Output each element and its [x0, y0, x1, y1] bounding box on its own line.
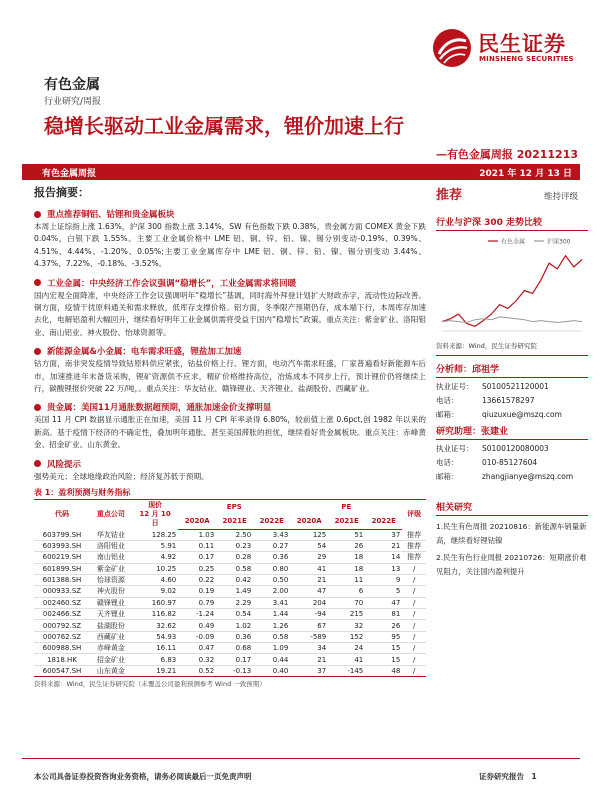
table-cell: 54.93 — [132, 631, 178, 642]
table-row — [34, 540, 426, 551]
section-text: 美国 11 月 CPI 数据显示通胀正在加速，美国 11 月 CPI 年率录得 6.80%，较前值上涨 0.6pct,创 1982 年以来的新高。基于疫情下经济的不确定性，叠加明年通胀、甚至美国滞胀的担忧，继续看好贵金属板块。重点关注：赤峰黄金、招金矿业、山东黄金。 — [34, 415, 426, 450]
table-cell: 赤峰黄金 — [90, 643, 132, 654]
table-cell: 2.29 — [216, 597, 253, 608]
section-text: 本周上证综指上涨 1.63%，沪深 300 指数上涨 3.14%，SW 有色指数下跌 0.38%，贵金属方面 COMEX 黄金下跌 0.04%，白银下跌 1.55%。主要工业金属价格中 LME 铝、铜、锌、铅、镍、锡分别变动-0.19%、0.39%、4.51%、4.44%、-1.20%、0.05%;主要工业金属库存中 LME 铝、铜、锌、铅、镍、锡分别变动 3.44%、4.37%、7.22%、-0.18%、-3.52%。 — [34, 222, 426, 269]
info-key: 执业证号： — [436, 444, 474, 453]
table-cell: 3.41 — [253, 597, 290, 608]
bullet-dot-icon — [34, 404, 41, 411]
col-year: 2022E — [365, 514, 402, 529]
table-cell: 116.82 — [132, 609, 178, 620]
table-cell: 0.44 — [253, 654, 290, 665]
table-cell: 2.00 — [253, 586, 290, 597]
table-cell: 1.03 — [178, 529, 216, 540]
table-cell: 54 — [290, 540, 328, 551]
section-title: 重点推荐铜铝、钴锂和贵金属板块 — [47, 210, 175, 220]
table-cell: 1.26 — [253, 620, 290, 631]
table-cell: 002466.SZ — [34, 609, 90, 620]
chart-source: 资料来源：Wind，民生证券研究院 — [436, 341, 588, 356]
table-cell: 34 — [290, 643, 328, 654]
table-cell: 0.27 — [253, 540, 290, 551]
related-item[interactable]: 1.民生有色周报 20210816：新能源车销量新高，继续看好锂钴镍 — [436, 522, 587, 545]
summary-column — [34, 200, 426, 688]
table-cell: 0.49 — [178, 620, 216, 631]
col-eps: EPS — [178, 500, 290, 515]
col-rating: 评级 — [402, 500, 426, 530]
table-cell: 9 — [365, 574, 402, 585]
legend-label: 有色金属 — [501, 238, 526, 246]
email-link[interactable]: qiuzuxue@mszq.com — [482, 410, 562, 419]
table-cell: 0.80 — [253, 563, 290, 574]
table-cell: 南山铝业 — [90, 552, 132, 563]
report-type: 行业研究/周报 — [44, 97, 102, 107]
section-heading — [34, 277, 426, 289]
table-cell: -589 — [290, 631, 328, 642]
table-cell: / — [402, 597, 426, 608]
logo-mark-icon — [432, 28, 472, 68]
footer-disclaimer: 本公司具备证券投资咨询业务资格，请务必阅读最后一页免责声明 — [34, 772, 252, 781]
table-cell: 215 — [328, 609, 365, 620]
table-cell: 0.19 — [178, 586, 216, 597]
table-cell: 160.97 — [132, 597, 178, 608]
table-cell: 18 — [328, 563, 365, 574]
table-cell: 4.60 — [132, 574, 178, 585]
table-row — [34, 665, 426, 676]
table-cell: / — [402, 586, 426, 597]
info-key: 邮箱： — [436, 410, 459, 419]
section-text: 钴方面，南非突发疫情导致钴原料供应紧张，钴盐价格上行。锂方面，电动汽车需求旺盛，厂家普遍看好新能源车后市，加速推进年末备货采购，锂矿资源供不应求，精矿价格维持高位，冶炼成本不同步上行，预计锂价仍将继续上行，碳酸锂报价突破 22 万/吨，。重点关注：华友钴业、赣锋锂业、天齐锂业、盐湖股份、西藏矿业。 — [34, 359, 426, 394]
table-cell: 81 — [365, 609, 402, 620]
table-cell: 西藏矿业 — [90, 631, 132, 642]
table-cell: 0.25 — [178, 563, 216, 574]
table-cell: 0.40 — [253, 665, 290, 676]
table-cell: 山东黄金 — [90, 665, 132, 676]
table-cell: 21 — [290, 654, 328, 665]
info-row — [436, 470, 588, 484]
table-cell: 0.47 — [178, 643, 216, 654]
table-row — [34, 597, 426, 608]
table-cell: 0.17 — [178, 552, 216, 563]
section-title: 风险提示 — [47, 459, 82, 470]
page-title: 稳增长驱动工业金属需求，锂价加速上行 — [44, 114, 404, 138]
col-year: 2021E — [328, 514, 365, 529]
col-code: 代码 — [34, 500, 90, 530]
table-cell: 0.68 — [216, 643, 253, 654]
table-cell: 67 — [290, 620, 328, 631]
logo — [432, 26, 582, 70]
table-row — [34, 643, 426, 654]
table-row — [34, 620, 426, 631]
bullet-dot-icon — [34, 279, 41, 286]
col-year: 2021E — [216, 514, 253, 529]
table-cell: 0.79 — [178, 597, 216, 608]
table-cell: / — [402, 665, 426, 676]
table-cell: 0.28 — [216, 552, 253, 563]
table-cell: 6 — [328, 586, 365, 597]
table-cell: 6.83 — [132, 654, 178, 665]
table-cell: 4.92 — [132, 552, 178, 563]
table-cell: 赣锋锂业 — [90, 597, 132, 608]
info-key: 邮箱： — [436, 472, 459, 481]
table-cell: 洛阳钼业 — [90, 540, 132, 551]
table-cell: / — [402, 631, 426, 642]
table-cell: 29 — [290, 552, 328, 563]
table-cell: 推荐 — [402, 552, 426, 563]
table-cell: 128.25 — [132, 529, 178, 540]
table-cell: 0.36 — [216, 631, 253, 642]
table-cell: 204 — [290, 597, 328, 608]
table-cell: -1.24 — [178, 609, 216, 620]
col-price: 现价 12 月 10 日 — [132, 500, 178, 530]
table-cell: 16.11 — [132, 643, 178, 654]
col-year: 2020A — [290, 514, 328, 529]
table-row — [34, 586, 426, 597]
table-cell: 000933.SZ — [34, 586, 90, 597]
section-heading — [34, 458, 426, 470]
table-cell: 41 — [290, 563, 328, 574]
table-cell: 神火股份 — [90, 586, 132, 597]
section-text: 强势美元；全球地缘政治风险；经济复苏低于预期。 — [34, 471, 209, 481]
table-cell: 32 — [328, 620, 365, 631]
related-heading: 相关研究 — [436, 500, 588, 516]
table-cell: 盐湖股份 — [90, 620, 132, 631]
table-cell: 21 — [365, 540, 402, 551]
table-cell: 95 — [365, 631, 402, 642]
legend-label: 沪深300 — [547, 238, 571, 246]
table-cell: 41 — [328, 654, 365, 665]
footer-page: 证券研究报告 1 — [479, 772, 537, 781]
info-row — [436, 442, 588, 456]
table-cell: / — [402, 654, 426, 665]
table-row — [34, 552, 426, 563]
info-key: 执业证号： — [436, 382, 474, 391]
table-cell: 32.62 — [132, 620, 178, 631]
table-cell: 2.50 — [216, 529, 253, 540]
info-row — [436, 408, 588, 422]
table-cell: 3.43 — [253, 529, 290, 540]
table-row — [34, 631, 426, 642]
table-cell: 0.58 — [216, 563, 253, 574]
table-cell: 14 — [365, 552, 402, 563]
bullet-dot-icon — [34, 460, 41, 467]
analyst-info — [436, 380, 588, 422]
summary-label: 报告摘要： — [34, 186, 89, 199]
rating-label: 推荐 — [436, 188, 463, 203]
col-year: 2022E — [253, 514, 290, 529]
table-cell: 37 — [290, 665, 328, 676]
table-cell: 推荐 — [402, 540, 426, 551]
table-cell: 0.50 — [253, 574, 290, 585]
table-cell: 5.91 — [132, 540, 178, 551]
table-cell: 10.25 — [132, 563, 178, 574]
table-cell: / — [402, 643, 426, 654]
table-cell: 600988.SH — [34, 643, 90, 654]
table-cell: 1.49 — [216, 586, 253, 597]
table-cell: 601899.SH — [34, 563, 90, 574]
table-cell: 21 — [290, 574, 328, 585]
table-source: 资料来源：Wind，民生证券研究院（未覆盖公司盈利预测参考 Wind 一致预期） — [34, 680, 266, 689]
info-row — [436, 456, 588, 470]
table-row — [34, 529, 426, 540]
table-cell: / — [402, 609, 426, 620]
table-cell: 天齐锂业 — [90, 609, 132, 620]
bullet-dot-icon — [34, 348, 41, 355]
table-cell: 125 — [290, 529, 328, 540]
table-cell: 600547.SH — [34, 665, 90, 676]
table-cell: 1.09 — [253, 643, 290, 654]
table-cell: 152 — [328, 631, 365, 642]
table-cell: -0.09 — [178, 631, 216, 642]
info-row — [436, 380, 588, 394]
section-text: 国内宏观全面降准，中央经济工作会议强调明年“稳增长”基调，同时海外拜登计划扩大财政赤字，流动性边际改善。铜方面，疫情干扰原料通关和需求释放，低库存支撑价格。铝方面，冬季限产预期仍存，成本端下行，本周库存加速去化，电解铝盈利大幅回升，继续看好明年工业金属供需将受益于国内“稳增长”政策。重点关注：紫金矿业、洛阳钼业、南山铝业、神火股份、怡球资源等。 — [34, 290, 426, 337]
table-cell: 0.54 — [216, 609, 253, 620]
table-cell: / — [402, 563, 426, 574]
table-cell: 24 — [328, 643, 365, 654]
table-cell: 26 — [328, 540, 365, 551]
table-cell: 37 — [365, 529, 402, 540]
section-title: 工业金属：中央经济工作会议强调“稳增长”，工业金属需求将回暖 — [47, 278, 297, 289]
report-date: 2021 年 12 月 13 日 — [479, 169, 572, 179]
table-cell: 600219.SH — [34, 552, 90, 563]
table-cell: 紫金矿业 — [90, 563, 132, 574]
title-band — [22, 164, 580, 180]
analyst-heading: 分析师：邱祖学 — [436, 362, 588, 378]
table-title: 表 1：盈利预测与财务指标 — [34, 488, 131, 498]
table-cell: 70 — [328, 597, 365, 608]
info-row — [436, 394, 588, 408]
table-cell: 26 — [365, 620, 402, 631]
table-cell: 9.02 — [132, 586, 178, 597]
logo-text-en: MINSHENG SECURITIES — [479, 55, 574, 63]
table-cell: -94 — [290, 609, 328, 620]
table-cell: 0.22 — [178, 574, 216, 585]
table-cell: 怡球资源 — [90, 574, 132, 585]
table-cell: 5 — [365, 586, 402, 597]
table-cell: 招金矿业 — [90, 654, 132, 665]
bullet-dot-icon — [34, 211, 41, 218]
section-title: 贵金属：美国11月通胀数据超预期，通胀加速金价支撑明显 — [47, 403, 272, 414]
table-cell: 603993.SH — [34, 540, 90, 551]
forecast-table — [34, 499, 426, 677]
table-row — [34, 563, 426, 574]
table-cell: 603799.SH — [34, 529, 90, 540]
researcher-info — [436, 442, 588, 484]
table-cell: 1818.HK — [34, 654, 90, 665]
table-cell: 0.11 — [178, 540, 216, 551]
sidebar — [436, 184, 588, 578]
rating-row — [436, 184, 588, 203]
table-cell: 15 — [365, 654, 402, 665]
rating-note: 维持评级 — [543, 192, 578, 202]
table-cell: 51 — [328, 529, 365, 540]
table-cell: 47 — [290, 586, 328, 597]
info-value: S0100120080003 — [482, 444, 549, 453]
table-cell: 13 — [365, 563, 402, 574]
table-cell: 601388.SH — [34, 574, 90, 585]
series-line-0 — [442, 256, 582, 327]
table-row — [34, 654, 426, 665]
trend-chart — [436, 235, 588, 339]
col-year: 2020A — [178, 514, 216, 529]
section-heading — [34, 345, 426, 357]
table-cell: 华友钴业 — [90, 529, 132, 540]
info-value: S0100521120001 — [482, 382, 549, 391]
email-link[interactable]: zhangjianye@mszq.com — [482, 472, 574, 481]
table-row — [34, 609, 426, 620]
table-cell: 0.17 — [216, 654, 253, 665]
sector-name: 有色金属 — [44, 77, 100, 93]
info-value: 010-85127604 — [482, 458, 538, 467]
table-cell: 11 — [328, 574, 365, 585]
table-cell: 000762.SZ — [34, 631, 90, 642]
related-item[interactable]: 2.民生有色行业周报 20210726：短期涨价难见阻力，关注国内盈利提升 — [436, 553, 587, 576]
footer-divider — [22, 758, 580, 759]
table-cell: -0.13 — [216, 665, 253, 676]
table-cell: 47 — [365, 597, 402, 608]
page-subtitle: —有色金属周报 20211213 — [435, 148, 578, 161]
table-cell: 推荐 — [402, 529, 426, 540]
col-company: 重点公司 — [90, 500, 132, 530]
table-cell: 48 — [365, 665, 402, 676]
table-cell: 18 — [328, 552, 365, 563]
section-title: 新能源金属&小金属：电车需求旺盛，锂盐加工加速 — [47, 347, 242, 358]
table-cell: 0.23 — [216, 540, 253, 551]
table-row — [34, 574, 426, 585]
info-key: 电话： — [436, 458, 459, 467]
table-cell: 0.52 — [178, 665, 216, 676]
table-cell: / — [402, 620, 426, 631]
table-cell: 000792.SZ — [34, 620, 90, 631]
table-cell: 15 — [365, 643, 402, 654]
table-cell: 0.42 — [216, 574, 253, 585]
table-cell: -145 — [328, 665, 365, 676]
table-cell: 0.32 — [178, 654, 216, 665]
info-value: 13661578297 — [482, 396, 535, 405]
band-label: 有色金属周报 — [42, 169, 97, 179]
table-cell: / — [402, 574, 426, 585]
col-pe: PE — [290, 500, 402, 515]
table-cell: 1.02 — [216, 620, 253, 631]
table-cell: 0.36 — [253, 552, 290, 563]
section-heading — [34, 208, 426, 220]
info-key: 电话： — [436, 396, 459, 405]
table-cell: 1.44 — [253, 609, 290, 620]
table-cell: 002460.SZ — [34, 597, 90, 608]
table-cell: 0.58 — [253, 631, 290, 642]
table-cell: 19.21 — [132, 665, 178, 676]
researcher-heading: 研究助理：张建业 — [436, 424, 588, 440]
logo-text-cn: 民生证券 — [478, 32, 566, 56]
chart-heading: 行业与沪深 300 走势比较 — [436, 215, 588, 231]
section-heading — [34, 401, 426, 413]
trend-chart-svg — [436, 235, 588, 339]
